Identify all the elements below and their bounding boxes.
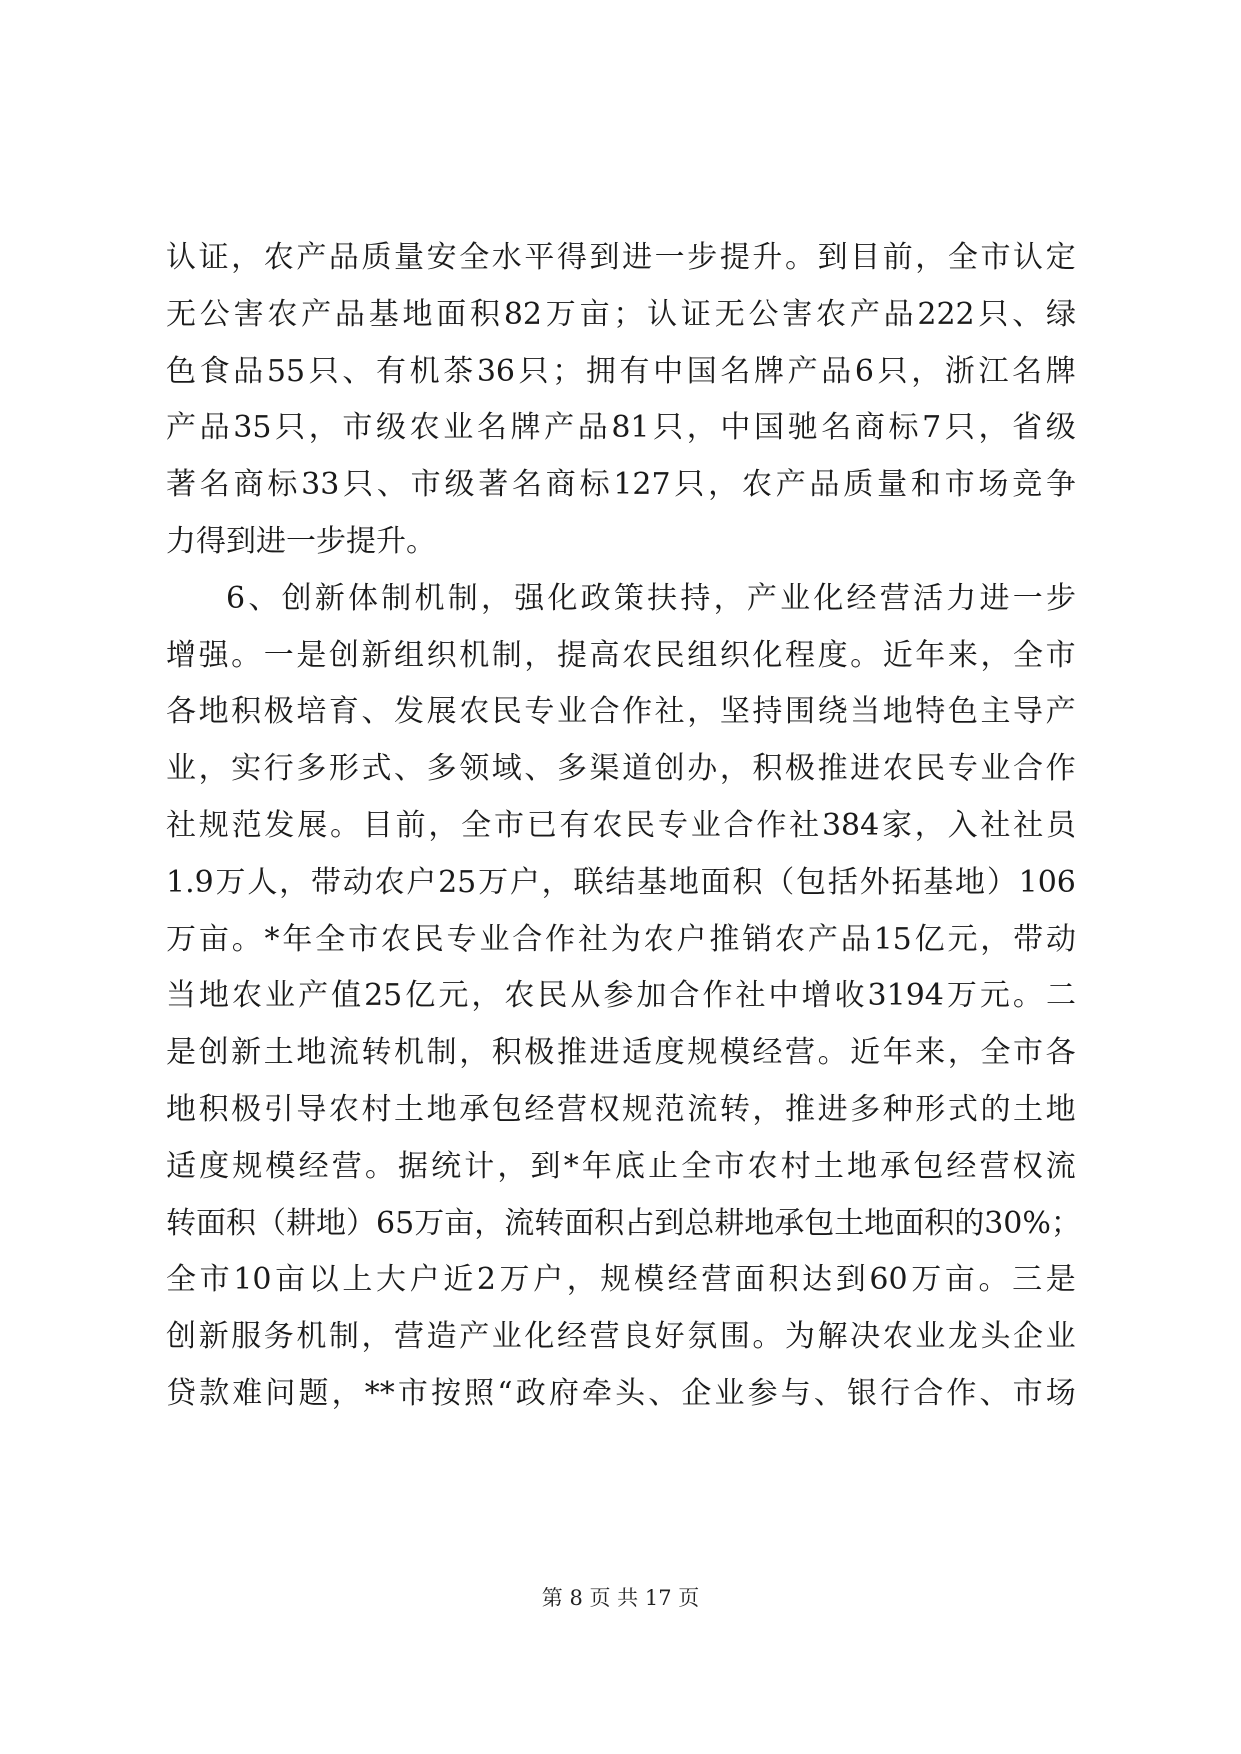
text-line: 无 公 害 农 产 品 基 地 面 积 82 万 亩 ； 认 证 无 公 害 农 产 品 222 只 、 绿 — [166, 296, 1076, 332]
text-line: 创 新 服 务 机 制 ， 营 造 产 业 化 经 营 良 好 氛 围 。 为 解 决 农 业 龙 头 企 业 — [166, 1319, 1076, 1355]
body-text — [166, 230, 1081, 1423]
text-line: 万 亩 。 * 年 全 市 农 民 专 业 合 作 社 为 农 户 推 销 农 产 品 15 亿 元 ， 带 动 — [166, 921, 1076, 957]
page-number-label: 第 8 页 共 17 页 — [541, 1586, 700, 1610]
text-line: 6 、 创 新 体 制 机 制 ， 强 化 政 策 扶 持 ， 产 业 化 经 营 活 力 进 一 步 — [226, 580, 1076, 616]
text-line: 社 规 范 发 展 。 目 前 ， 全 市 已 有 农 民 专 业 合 作 社 384 家 ， 入 社 社 员 — [166, 807, 1076, 843]
text-line: 著 名 商 标 33 只 、 市 级 著 名 商 标 127 只 ， 农 产 品 质 量 和 市 场 竞 争 — [166, 467, 1076, 503]
text-line: 适 度 规 模 经 营 。 据 统 计 ， 到 * 年 底 止 全 市 农 村 土 地 承 包 经 营 权 流 — [166, 1148, 1076, 1184]
text-line: 认 证 ， 农 产 品 质 量 安 全 水 平 得 到 进 一 步 提 升 。 到 目 前 ， 全 市 认 定 — [166, 240, 1076, 275]
text-line: 力得到进一步提升。 — [166, 523, 436, 559]
text-line: 转 面 积 （ 耕 地 ） 65 万 亩 ， 流 转 面 积 占 到 总 耕 地 承 包 土 地 面 积 的 30% ； — [166, 1205, 1081, 1241]
text-line: 贷 款 难 问 题 ， ** 市 按 照 “ 政 府 牵 头 、 企 业 参 与 、 银 行 合 作 、 市 场 — [166, 1375, 1076, 1411]
text-line: 是 创 新 土 地 流 转 机 制 ， 积 极 推 进 适 度 规 模 经 营 。 近 年 来 ， 全 市 各 — [166, 1035, 1076, 1071]
page-footer — [0, 1584, 1241, 1612]
text-line: 地 积 极 引 导 农 村 土 地 承 包 经 营 权 规 范 流 转 ， 推 进 多 种 形 式 的 土 地 — [166, 1091, 1076, 1127]
text-line: 色 食 品 55 只 、 有 机 茶 36 只 ； 拥 有 中 国 名 牌 产 品 6 只 ， 浙 江 名 牌 — [166, 353, 1076, 389]
text-line: 业 ， 实 行 多 形 式 、 多 领 域 、 多 渠 道 创 办 ， 积 极 推 进 农 民 专 业 合 作 — [166, 751, 1076, 787]
text-line: 当 地 农 业 产 值 25 亿 元 ， 农 民 从 参 加 合 作 社 中 增 收 3194 万 元 。 二 — [166, 978, 1076, 1014]
text-line: 各 地 积 极 培 育 、 发 展 农 民 专 业 合 作 社 ， 坚 持 围 绕 当 地 特 色 主 导 产 — [166, 694, 1076, 730]
text-line: 增 强 。 一 是 创 新 组 织 机 制 ， 提 高 农 民 组 织 化 程 度 。 近 年 来 ， 全 市 — [166, 637, 1076, 673]
text-line: 1.9 万 人 ， 带 动 农 户 25 万 户 ， 联 结 基 地 面 积 （ 包 括 外 拓 基 地 ） 106 — [166, 864, 1076, 900]
text-line: 全 市 10 亩 以 上 大 户 近 2 万 户 ， 规 模 经 营 面 积 达 到 60 万 亩 。 三 是 — [166, 1262, 1076, 1298]
text-line: 产 品 35 只 ， 市 级 农 业 名 牌 产 品 81 只 ， 中 国 驰 名 商 标 7 只 ， 省 级 — [166, 410, 1076, 446]
